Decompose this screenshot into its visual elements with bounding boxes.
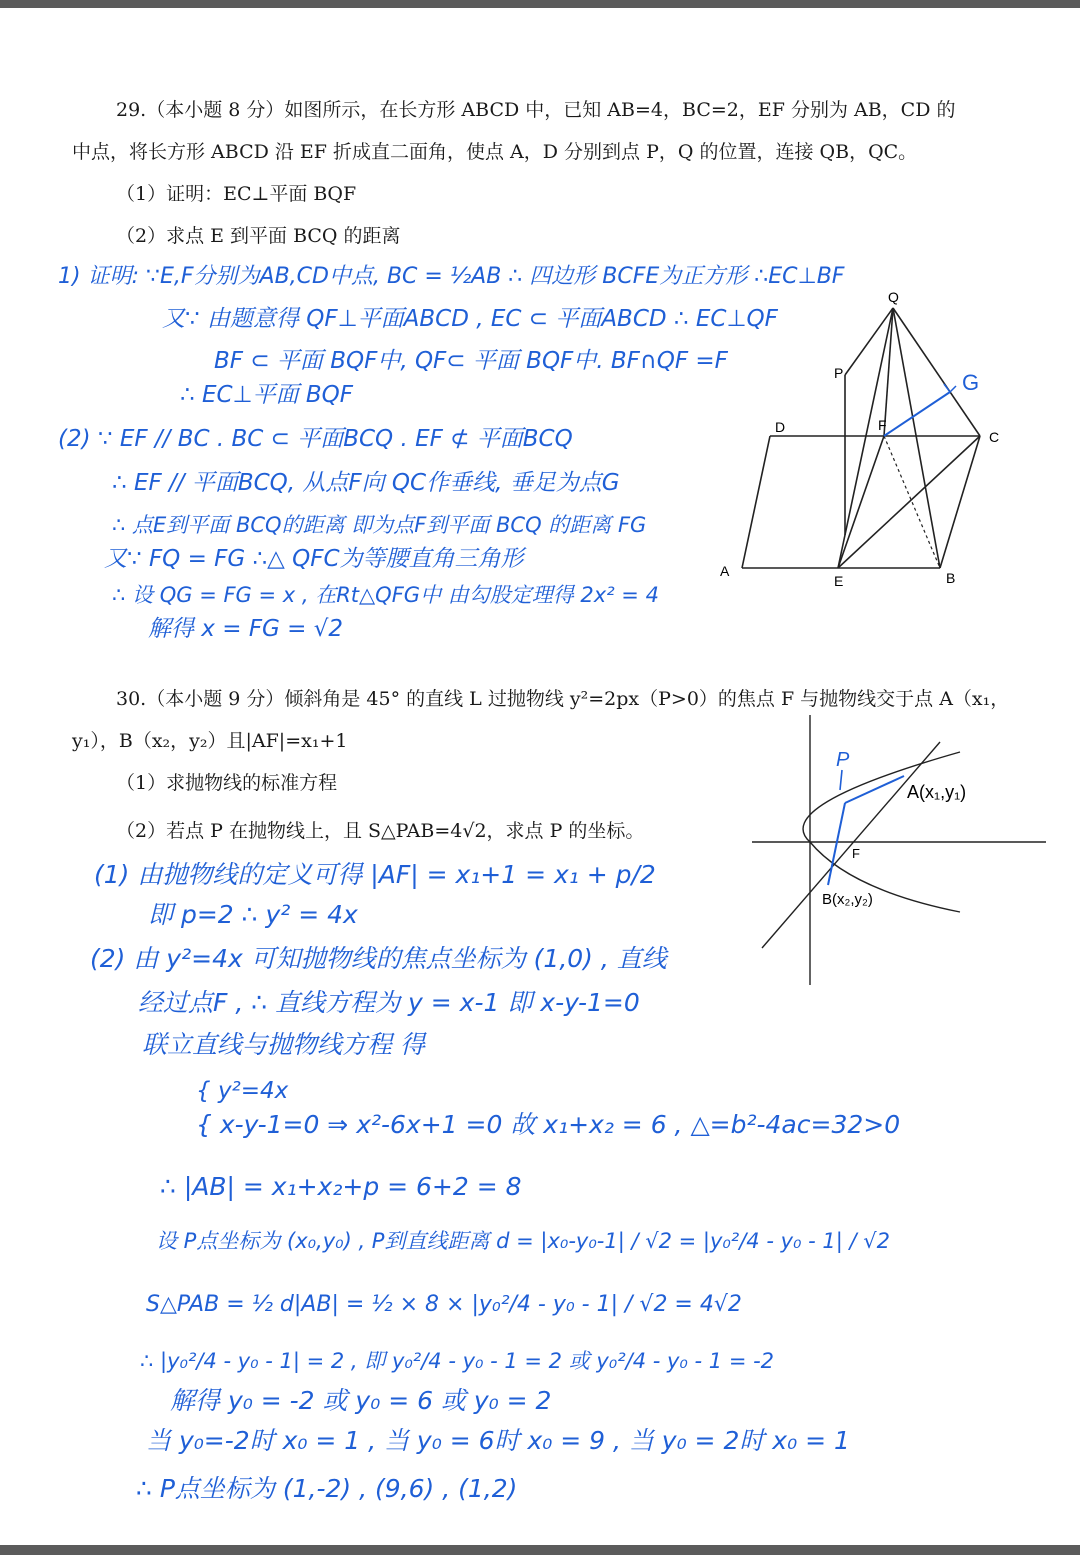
q30-line1: 30.（本小题 9 分）倾斜角是 45° 的直线 L 过抛物线 y²=2px（P>0）的焦点 F 与抛物线交于点 A（x₁，	[116, 688, 1010, 710]
q29-label-Q: Q	[888, 289, 899, 305]
q29-label-P: P	[834, 365, 844, 381]
q30-hand-8: ∴ |AB| = x₁+x₂+p = 6+2 = 8	[160, 1172, 522, 1201]
q30-hand-14: ∴ P点坐标为 (1,-2) , (9,6) , (1,2)	[136, 1474, 518, 1503]
q30-line-L	[762, 742, 940, 948]
q29-label-D: D	[775, 419, 786, 435]
q29-hand-6: ∴ EF // 平面BCQ, 从点F向 QC作垂线, 垂足为点G	[112, 470, 620, 496]
q30-label-F: F	[852, 846, 860, 861]
q30-label-B: B(x₂,y₂)	[822, 891, 873, 908]
q30-hand-7: { x-y-1=0 ⇒ x²-6x+1 =0 故 x₁+x₂ = 6 , △=b²-4ac=32>0	[196, 1110, 901, 1139]
q29-hand-2: 又∵ 由题意得 QF⊥平面ABCD , EC ⊂ 平面ABCD ∴ EC⊥QF	[162, 306, 778, 332]
q30-hand-6: { y²=4x	[196, 1078, 289, 1104]
q30-hand-1: (1) 由抛物线的定义可得 |AF| = x₁+1 = x₁ + p/2	[94, 860, 656, 889]
q30-hand-4: 经过点F , ∴ 直线方程为 y = x-1 即 x-y-1=0	[138, 988, 640, 1017]
q29-label-C: C	[989, 429, 1000, 445]
q29-hand-4: ∴ EC⊥平面 BQF	[180, 382, 353, 408]
q30-part1: （1）求抛物线的标准方程	[116, 772, 338, 794]
q29-hand-1: 1) 证明: ∵E,F分别为AB,CD中点, BC = ½AB ∴ 四边形 BCFE为正方形 ∴EC⊥BF	[58, 264, 845, 289]
q30-segment-PB	[828, 803, 845, 885]
q30-mark-P	[840, 770, 842, 790]
top-border	[0, 0, 1080, 8]
q30-parabola	[803, 752, 960, 912]
q29-hand-9: ∴ 设 QG = FG = x , 在Rt△QFG中 由勾股定理得 2x² = 4	[112, 583, 659, 607]
q29-label-B: B	[946, 570, 956, 586]
q30-figure	[750, 710, 1050, 990]
q29-hand-8: 又∵ FQ = FG ∴△ QFC为等腰直角三角形	[104, 546, 524, 572]
q29-edge-FG	[884, 392, 950, 436]
q29-hand-7: ∴ 点E到平面 BCQ的距离 即为点F到平面 BCQ 的距离 FG	[112, 513, 647, 537]
q29-label-E: E	[834, 573, 844, 589]
q29-edge-DA	[742, 436, 770, 568]
q30-label-A: A(x₁,y₁)	[907, 782, 967, 802]
q29-right-angle-mark	[944, 384, 956, 392]
q29-edge-QB	[893, 308, 940, 568]
q30-line2: y₁），B（x₂，y₂）且|AF|=x₁+1	[72, 730, 348, 752]
q29-line2: 中点，将长方形 ABCD 沿 EF 折成直二面角，使点 A，D 分别到点 P，Q 的位置，连接 QB，QC。	[72, 141, 918, 163]
q30-part2: （2）若点 P 在抛物线上，且 S△PAB=4√2，求点 P 的坐标。	[116, 820, 645, 842]
q30-hand-10: S△PAB = ½ d|AB| = ½ × 8 × |y₀²/4 - y₀ - 1| / √2 = 4√2	[146, 1292, 742, 1317]
q29-edge-FB	[884, 436, 940, 568]
q30-hand-11: ∴ |y₀²/4 - y₀ - 1| = 2 , 即 y₀²/4 - y₀ - 1 = 2 或 y₀²/4 - y₀ - 1 = -2	[140, 1349, 775, 1373]
q30-hand-5: 联立直线与抛物线方程 得	[142, 1030, 425, 1059]
q30-hand-3: (2) 由 y²=4x 可知抛物线的焦点坐标为 (1,0) , 直线	[90, 944, 667, 973]
q30-hand-13: 当 y₀=-2时 x₀ = 1 , 当 y₀ = 6时 x₀ = 9 , 当 y₀ = 2时 x₀ = 1	[146, 1426, 850, 1455]
q29-label-G: G	[962, 370, 980, 395]
q30-label-P: P	[836, 749, 850, 771]
q30-hand-12: 解得 y₀ = -2 或 y₀ = 6 或 y₀ = 2	[170, 1386, 552, 1415]
q29-edge-BC	[940, 436, 980, 568]
q29-figure	[700, 275, 1040, 595]
q29-part2: （2）求点 E 到平面 BCQ 的距离	[116, 225, 401, 247]
q29-edge-EC	[838, 436, 980, 568]
q29-hand-10: 解得 x = FG = √2	[148, 616, 344, 642]
bottom-border	[0, 1545, 1080, 1555]
q30-hand-2: 即 p=2 ∴ y² = 4x	[148, 900, 358, 929]
q29-label-A: A	[720, 563, 730, 579]
q30-hand-9: 设 P点坐标为 (x₀,y₀) , P到直线距离 d = |x₀-y₀-1| / √2 = |y₀²/4 - y₀ - 1| / √2	[156, 1229, 890, 1253]
q29-hand-5: (2) ∵ EF // BC . BC ⊂ 平面BCQ . EF ⊄ 平面BCQ	[58, 426, 573, 452]
q29-line1: 29.（本小题 8 分）如图所示，在长方形 ABCD 中，已知 AB=4，BC=2，EF 分别为 AB，CD 的	[116, 99, 956, 121]
q29-label-F: F	[878, 417, 887, 433]
q29-part1: （1）证明：EC⊥平面 BQF	[116, 183, 357, 205]
q29-hand-3: BF ⊂ 平面 BQF中, QF⊂ 平面 BQF中. BF∩QF =F	[214, 348, 728, 374]
